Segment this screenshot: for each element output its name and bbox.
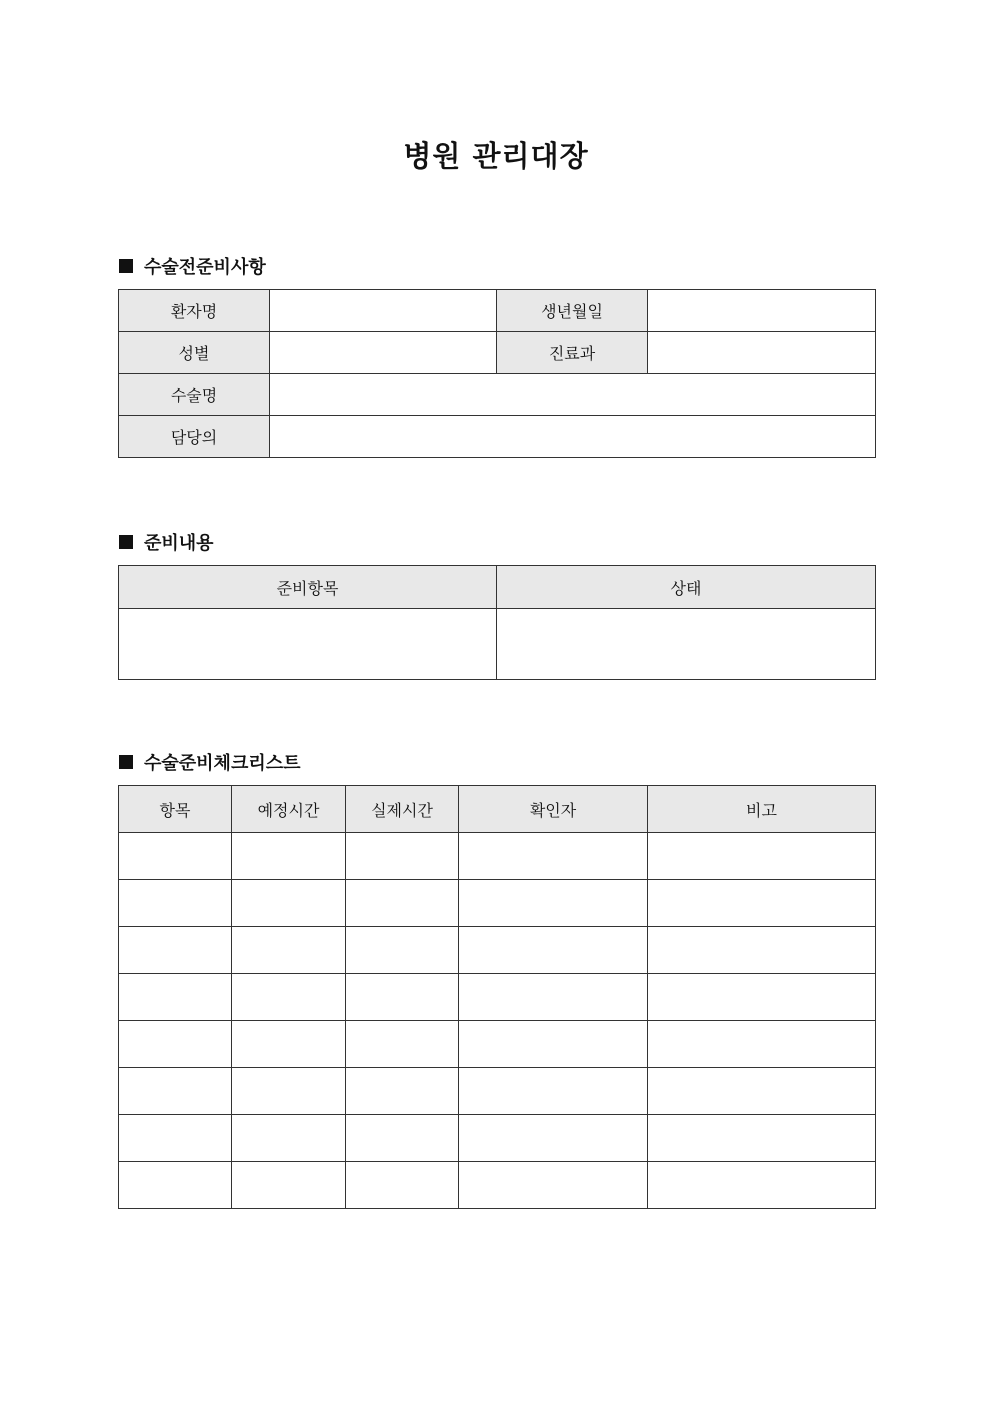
birth-date-field[interactable] [648,290,876,332]
section-heading-text: 수술전준비사항 [144,257,266,278]
column-header-actual-time: 실제시간 [346,786,459,833]
actual-time-cell[interactable] [346,927,459,974]
confirmer-cell[interactable] [459,880,648,927]
actual-time-cell[interactable] [346,1162,459,1209]
column-header-confirmer: 확인자 [459,786,648,833]
actual-time-cell[interactable] [346,1021,459,1068]
actual-time-cell[interactable] [346,1068,459,1115]
confirmer-cell[interactable] [459,1115,648,1162]
scheduled-time-cell[interactable] [232,1162,346,1209]
table-row [119,833,876,880]
confirmer-cell[interactable] [459,1068,648,1115]
preparation-table [118,565,876,680]
actual-time-cell[interactable] [346,974,459,1021]
confirmer-cell[interactable] [459,833,648,880]
table-row [119,416,876,458]
item-cell[interactable] [119,833,232,880]
scheduled-time-cell[interactable] [232,880,346,927]
column-header-item: 항목 [119,786,232,833]
scheduled-time-cell[interactable] [232,833,346,880]
prep-item-cell[interactable] [119,609,497,680]
remarks-cell[interactable] [648,1162,876,1209]
status-cell[interactable] [497,609,876,680]
table-row [119,927,876,974]
table-row [119,1021,876,1068]
section-heading-text: 준비내용 [144,533,214,554]
patient-name-label: 환자명 [119,290,270,332]
item-cell[interactable] [119,974,232,1021]
item-cell[interactable] [119,1068,232,1115]
item-cell[interactable] [119,1021,232,1068]
item-cell[interactable] [119,1115,232,1162]
remarks-cell[interactable] [648,1115,876,1162]
table-row [119,290,876,332]
table-row [119,1162,876,1209]
doctor-label: 담당의 [119,416,270,458]
scheduled-time-cell[interactable] [232,1021,346,1068]
gender-field[interactable] [270,332,497,374]
doctor-field[interactable] [270,416,876,458]
surgery-checklist-table [118,785,876,1209]
table-header-row [119,786,876,833]
table-header-row [119,566,876,609]
table-row [119,880,876,927]
scheduled-time-cell[interactable] [232,927,346,974]
pre-surgery-info-table [118,289,876,458]
scheduled-time-cell[interactable] [232,974,346,1021]
confirmer-cell[interactable] [459,974,648,1021]
remarks-cell[interactable] [648,974,876,1021]
actual-time-cell[interactable] [346,880,459,927]
confirmer-cell[interactable] [459,1162,648,1209]
confirmer-cell[interactable] [459,927,648,974]
column-header-remarks: 비고 [648,786,876,833]
square-bullet-icon [119,259,133,273]
table-row [119,1068,876,1115]
scheduled-time-cell[interactable] [232,1115,346,1162]
actual-time-cell[interactable] [346,1115,459,1162]
square-bullet-icon [119,755,133,769]
remarks-cell[interactable] [648,927,876,974]
patient-name-field[interactable] [270,290,497,332]
actual-time-cell[interactable] [346,833,459,880]
section-heading-preparation [119,529,214,555]
section-heading-text: 수술준비체크리스트 [144,753,301,774]
department-field[interactable] [648,332,876,374]
column-header-prep-item: 준비항목 [119,566,497,609]
page-title: 병원 관리대장 [403,139,589,173]
table-row [119,332,876,374]
column-header-status: 상태 [497,566,876,609]
table-row [119,609,876,680]
gender-label: 성별 [119,332,270,374]
department-label: 진료과 [497,332,648,374]
column-header-scheduled-time: 예정시간 [232,786,346,833]
table-row [119,374,876,416]
surgery-name-field[interactable] [270,374,876,416]
confirmer-cell[interactable] [459,1021,648,1068]
surgery-name-label: 수술명 [119,374,270,416]
item-cell[interactable] [119,880,232,927]
square-bullet-icon [119,535,133,549]
remarks-cell[interactable] [648,1021,876,1068]
birth-date-label: 생년월일 [497,290,648,332]
section-heading-pre-surgery [119,253,266,279]
remarks-cell[interactable] [648,833,876,880]
remarks-cell[interactable] [648,880,876,927]
item-cell[interactable] [119,1162,232,1209]
item-cell[interactable] [119,927,232,974]
scheduled-time-cell[interactable] [232,1068,346,1115]
remarks-cell[interactable] [648,1068,876,1115]
table-row [119,1115,876,1162]
table-row [119,974,876,1021]
section-heading-checklist [119,749,301,775]
